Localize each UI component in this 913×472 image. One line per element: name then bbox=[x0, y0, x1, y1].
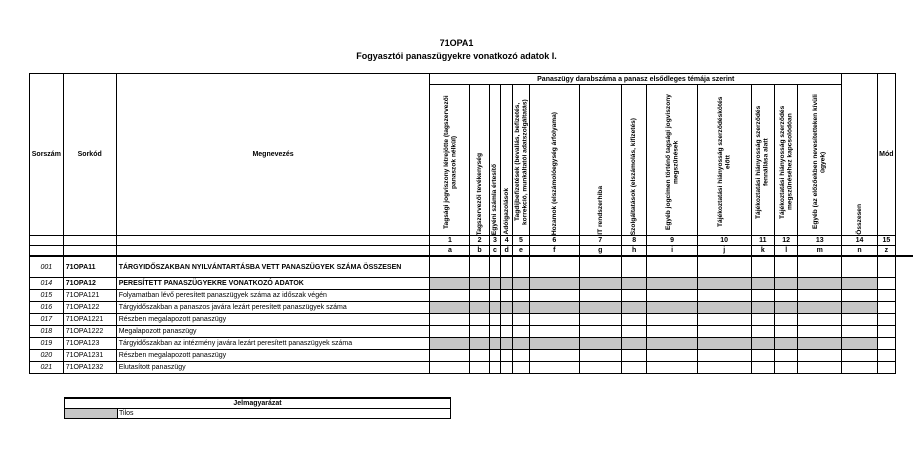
col-header-5: Tagdíjbefizetések (bevallás, befizetés, korrekció, munkáltatói adatszolgáltatás) bbox=[513, 85, 530, 236]
table-row: 001 71OPA11 TÁRGYIDŐSZAKBAN NYILVÁNTARTÁSBA VETT PANASZÜGYEK SZÁMA ÖSSZESEN bbox=[30, 256, 913, 278]
col-header-1: Tagsági jogviszony létrejötte (tagszervezői panaszok nélkül) bbox=[430, 85, 470, 236]
col-header-10: Tájékoztatási hiányosság szerződéskötés előtt bbox=[697, 85, 751, 236]
col-header-4: Adóigazolások bbox=[501, 85, 513, 236]
col-header-sorszam: Sorszám bbox=[30, 74, 64, 236]
table-row: 018 71OPA1222 Megalapozott panaszügy bbox=[30, 326, 913, 338]
col-header-8: Szolgáltatások (elszámolás, kifizetés) bbox=[621, 85, 647, 236]
col-header-osszesen: Összesen bbox=[842, 74, 878, 236]
col-header-sorkod: Sorkód bbox=[63, 74, 116, 236]
col-header-2: Tagszervezői tevékenység bbox=[470, 85, 489, 236]
table-row: 020 71OPA1231 Részben megalapozott panaszügy bbox=[30, 350, 913, 362]
col-header-12: Tájékoztatási hiányosság szerződés megszűnéséhez kapcsolódóan bbox=[775, 85, 798, 236]
data-table bbox=[29, 73, 913, 374]
col-header-7: IT rendszerhiba bbox=[579, 85, 621, 236]
table-row: 016 71OPA122 Tárgyidőszakban a panaszos javára lezárt peresített panaszügyek száma bbox=[30, 302, 913, 314]
legend-label-tilos: Tilos bbox=[118, 409, 451, 419]
legend-table bbox=[64, 397, 451, 419]
table-row: 019 71OPA123 Tárgyidőszakban az intézmény javára lezárt peresített panaszügyek száma bbox=[30, 338, 913, 350]
col-header-9: Egyéb jogcímen történő tagsági jogviszony megszűnések bbox=[647, 85, 697, 236]
table-row: 015 71OPA121 Folyamatban lévő peresített panaszügyek száma az időszak végén bbox=[30, 290, 913, 302]
legend-swatch-tilos bbox=[65, 409, 118, 419]
col-header-mod: Mód bbox=[877, 74, 895, 236]
legend-title: Jelmagyarázat bbox=[65, 398, 451, 409]
col-header-11: Tájékoztatási hiányosság szerződés fennállása alatt bbox=[751, 85, 774, 236]
report-title: Fogyasztói panaszügyekre vonatkozó adatok I. bbox=[356, 51, 557, 61]
col-header-6: Hozamok (elszámolóegység árfolyama) bbox=[529, 85, 579, 236]
column-number-row: 1 2 3 4 5 6 7 8 9 10 11 12 13 14 15 bbox=[30, 236, 913, 246]
col-header-3: Egyéni számla értesítő bbox=[489, 85, 501, 236]
col-header-megnevezes: Megnevezés bbox=[116, 74, 430, 236]
table-row: 017 71OPA1221 Részben megalapozott panaszügy bbox=[30, 314, 913, 326]
table-row: 014 71OPA12 PERESÍTETT PANASZÜGYEKRE VONATKOZÓ ADATOK bbox=[30, 278, 913, 290]
column-letter-row: a b c d e f g h i j k l m n z bbox=[30, 246, 913, 257]
report-code: 71OPA1 bbox=[439, 38, 474, 48]
table-row: 021 71OPA1232 Elutasított panaszügy bbox=[30, 362, 913, 374]
col-group-header: Panaszügy darabszáma a panasz elsődleges témája szerint bbox=[430, 74, 842, 85]
col-header-13: Egyéb (az előzőekben nevesítetteken kívüli ügyek) bbox=[798, 85, 842, 236]
